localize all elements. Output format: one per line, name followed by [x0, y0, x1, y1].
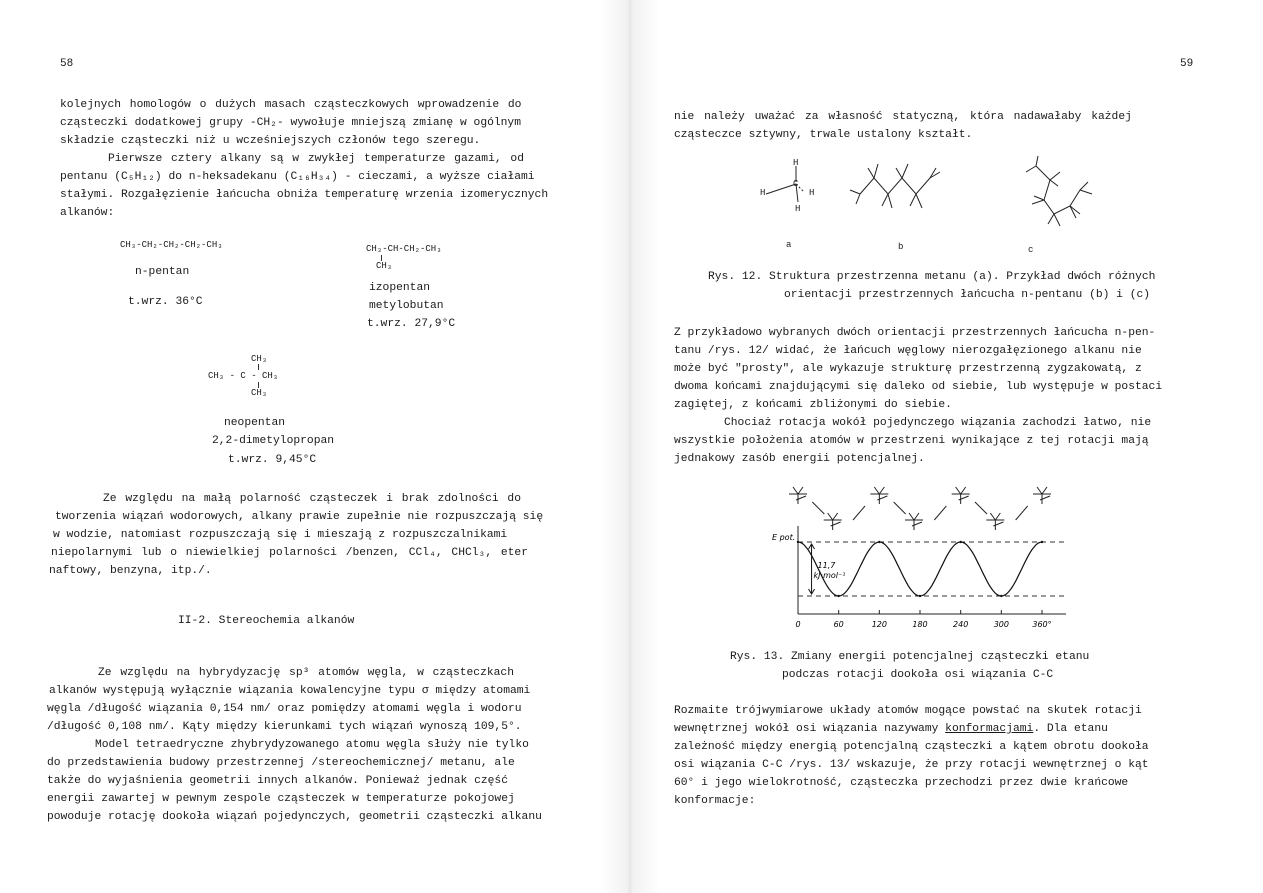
isopentane-branch: CH₃: [376, 261, 393, 271]
atom-label: H: [809, 188, 815, 198]
text-line: w wodzie, natomiast rozpuszczają się i mieszają z rozpuszczalnikami: [53, 529, 508, 541]
text-line: alkanów:: [60, 207, 115, 219]
text-line: niepolarnymi lub o niewielkiej polarności /benzen, CCl₄, CHCl₃, eter: [51, 547, 528, 559]
x-tick-label: 300: [993, 620, 1009, 629]
text-line: składzie cząsteczki niż u wcześniejszych członów tego szeregu.: [60, 135, 481, 147]
pentane-name: n-pentan: [135, 266, 190, 278]
staggered-conformation-sketch: [995, 513, 1000, 520]
text-line: stałymi. Rozgałęzienie łańcucha obniża temperaturę wrzenia izomerycznych: [60, 189, 549, 201]
figure-label: c: [1028, 245, 1034, 255]
pentane-bent: [1026, 156, 1092, 226]
text-line: powoduje rotację dookoła wiązań pojedynczych, geometrii cząsteczki alkanu: [47, 811, 542, 823]
text-line: Pierwsze cztery alkany są w zwykłej temperaturze gazami, od: [108, 153, 524, 165]
transition-arrow: [812, 502, 824, 514]
text-span: . Dla etanu: [1033, 723, 1108, 735]
eclipsed-conformation-sketch: [1037, 487, 1042, 494]
figure-label: b: [898, 242, 904, 252]
text-line: jednakowy zasób energii potencjalnej.: [674, 453, 925, 465]
x-tick-label: 120: [871, 620, 887, 629]
molecule-figure: [640, 150, 1260, 240]
eclipsed-conformation-sketch: [959, 496, 969, 500]
transition-arrow: [1016, 506, 1028, 520]
eclipsed-conformation-sketch: [1042, 487, 1047, 494]
text-line: 60° i jego wielokrotność, cząsteczka przechodzi przez dwie krańcowe: [674, 777, 1129, 789]
neopentane-name: neopentan: [224, 417, 286, 429]
staggered-conformation-sketch: [833, 513, 838, 520]
text-line: nie należy uważać za własność statyczną, która nadawałaby każdej: [674, 111, 1132, 123]
x-tick-label: 360°: [1032, 620, 1052, 629]
text-line: może być "prosty", ale wykazuje strukturę przestrzenną zygzakowatą, z: [674, 363, 1142, 375]
text-line: Rozmaite trójwymiarowe układy atomów mogące powstać na skutek rotacji: [674, 705, 1142, 717]
section-title: II-2. Stereochemia alkanów: [178, 615, 355, 627]
staggered-conformation-sketch: [914, 513, 919, 520]
x-tick-label: 180: [912, 620, 928, 629]
staggered-conformation-sketch: [990, 513, 995, 520]
pentane-bp: t.wrz. 36°C: [128, 296, 203, 308]
neopentane-systematic: 2,2-dimetylopropan: [212, 435, 335, 447]
text-line: tanu /rys. 12/ widać, że łańcuch węglowy nierozgałęzionego alkanu nie: [674, 345, 1142, 357]
left-page: [0, 0, 620, 893]
text-line: Ze względu na małą polarność cząsteczek i brak zdolności do: [103, 493, 521, 505]
transition-arrow: [894, 502, 906, 514]
text-line: także do wyjaśnienia geometrii innych alkanów. Ponieważ jednak część: [47, 775, 508, 787]
page-number: 59: [1180, 58, 1194, 70]
text-line: wszystkie położenia atomów w przestrzeni wynikające z tej rotacji mają: [674, 435, 1149, 447]
text-line: dwoma końcami znajdującymi się daleko od siebie, lub występuje w postaci: [674, 381, 1163, 393]
energy-chart: [640, 480, 1260, 640]
eclipsed-conformation-sketch: [879, 487, 884, 494]
text-line: pentanu (C₅H₁₂) do n-heksadekanu (C₁₆H₃₄) - cieczami, a wyższe ciałami: [60, 171, 535, 183]
text-line: energii zawartej w pewnym zespole cząsteczek w temperaturze pokojowej: [47, 793, 515, 805]
staggered-conformation-sketch: [909, 513, 914, 520]
figure-label: a: [786, 240, 792, 250]
eclipsed-conformation-sketch: [956, 487, 961, 494]
data-point: [959, 541, 961, 543]
atom-label: C: [793, 179, 799, 189]
neopentane-bp: t.wrz. 9,45°C: [228, 454, 317, 466]
text-line: Chociaż rotacja wokół pojedynczego wiązania zachodzi łatwo, nie: [724, 417, 1152, 429]
data-point: [878, 541, 880, 543]
bond-line: [258, 364, 259, 370]
page-number: 58: [60, 58, 74, 70]
transition-arrow: [975, 502, 987, 514]
data-point: [919, 595, 921, 597]
eclipsed-conformation-sketch: [961, 487, 966, 494]
atom-label: H: [795, 204, 801, 214]
atom-label: H: [793, 158, 799, 168]
right-page: [640, 0, 1263, 893]
text-line: Z przykładowo wybranych dwóch orientacji przestrzennych łańcucha n-pen-: [674, 327, 1156, 339]
figure-caption: Rys. 12. Struktura przestrzenna metanu (a). Przykład dwóch różnych: [708, 271, 1156, 283]
chart-subtitle: podczas rotacji dookoła osi wiązania C-C: [782, 669, 1054, 681]
isopentane-formula: CH₃-CH-CH₂-CH₃: [366, 244, 442, 254]
pentane-zigzag: [850, 164, 940, 208]
annotation-value: 11,7: [817, 561, 836, 570]
text-line: Ze względu na hybrydyzację sp³ atomów węgla, w cząsteczkach: [98, 667, 514, 679]
eclipsed-conformation-sketch: [874, 487, 879, 494]
figure-caption: orientacji przestrzennych łańcucha n-pentanu (b) i (c): [784, 289, 1151, 301]
text-line: [674, 720, 1108, 738]
text-line: Model tetraedryczne zhybrydyzowanego atomu węgla służy nie tylko: [95, 739, 529, 751]
data-point: [797, 541, 799, 543]
staggered-conformation-sketch: [828, 513, 833, 520]
data-point: [837, 595, 839, 597]
neopentane-middle: CH₃ - C - CH₃: [208, 371, 279, 381]
neopentane-bottom: CH₃: [251, 388, 268, 398]
text-line: cząsteczce sztywny, trwale ustalony kształt.: [674, 129, 973, 141]
text-line: tworzenia wiązań wodorowych, alkany prawie zupełnie nie rozpuszczają się: [55, 511, 544, 523]
isopentane-systematic: metylobutan: [369, 300, 444, 312]
text-line: naftowy, benzyna, itp./.: [49, 565, 212, 577]
eclipsed-conformation-sketch: [877, 496, 887, 500]
isopentane-bp: t.wrz. 27,9°C: [367, 318, 456, 330]
text-line: węgla /długość wiązania 0,154 nm/ oraz pomiędzy atomami węgla i wodoru: [47, 703, 522, 715]
x-tick-label: 240: [953, 620, 969, 629]
term-konformacje: konformacjami: [945, 723, 1034, 735]
atom-label: H: [760, 188, 766, 198]
text-line: do przedstawienia budowy przestrzennej /stereochemicznej/ metanu, ale: [47, 757, 515, 769]
text-span: wewnętrznej wokół osi wiązania nazywamy: [674, 723, 946, 735]
chart-title: Rys. 13. Zmiany energii potencjalnej cząsteczki etanu: [730, 651, 1090, 663]
transition-arrow: [853, 506, 865, 520]
isopentane-name: izopentan: [369, 282, 431, 294]
neopentane-top: CH₃: [251, 354, 268, 364]
text-line: osi wiązania C-C /rys. 13/ wskazuje, że przy rotacji wewnętrznej o kąt: [674, 759, 1149, 771]
x-tick-label: 0: [795, 620, 801, 629]
data-point: [1000, 595, 1002, 597]
text-line: zależność między energią potencjalną cząsteczki a kątem obrotu dookoła: [674, 741, 1149, 753]
data-point: [1041, 541, 1043, 543]
x-tick-label: 60: [833, 620, 844, 629]
text-line: kolejnych homologów o dużych masach cząsteczkowych wprowadzenie do: [60, 99, 522, 111]
text-line: alkanów występują wyłącznie wiązania kowalencyjne typu σ między atomami: [49, 685, 531, 697]
text-line: zagiętej, z końcami zbliżonymi do siebie.: [674, 399, 952, 411]
text-line: /długość 0,108 nm/. Kąty między kierunkami tych wiązań wynoszą 109,5°.: [47, 721, 522, 733]
text-line: cząsteczki dodatkowej grupy -CH₂- wywołuje mniejszą zmianę w ogólnym: [60, 117, 521, 129]
text-line: konformacje:: [674, 795, 756, 807]
pentane-formula: CH₃-CH₂-CH₂-CH₂-CH₃: [120, 240, 223, 250]
eclipsed-conformation-sketch: [793, 487, 798, 494]
y-axis-label: E pot.: [772, 533, 796, 542]
annotation-unit: kJ·mol⁻¹: [813, 571, 846, 580]
transition-arrow: [934, 506, 946, 520]
eclipsed-conformation-sketch: [798, 487, 803, 494]
